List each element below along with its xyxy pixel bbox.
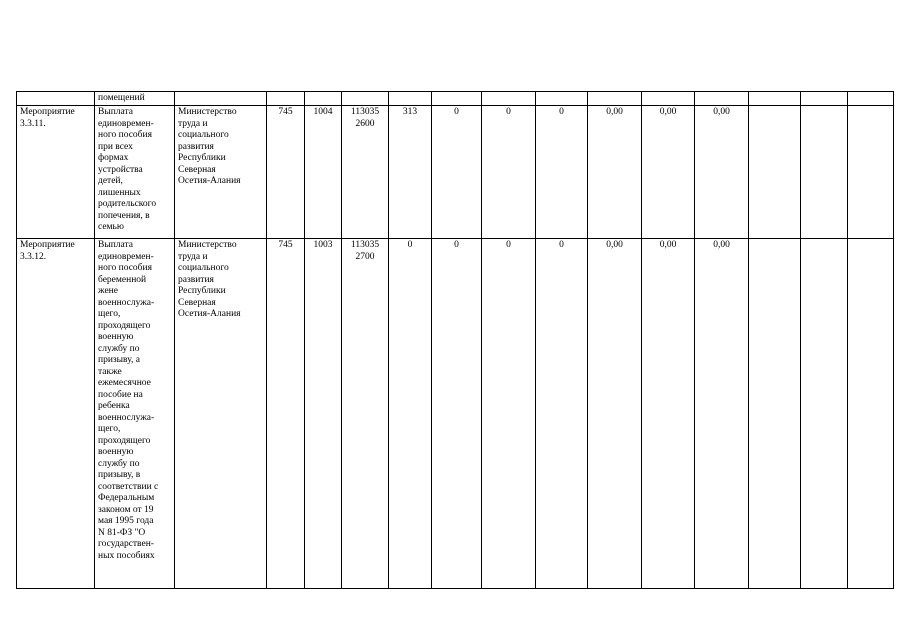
vr-cell: 313 xyxy=(389,106,432,239)
table-cell xyxy=(342,92,389,106)
csr-cell: 113035 2600 xyxy=(342,106,389,239)
table-cell xyxy=(749,92,801,106)
table-cell xyxy=(305,92,342,106)
table-cell xyxy=(267,92,305,106)
table-cell xyxy=(432,92,482,106)
rzpr-cell: 1003 xyxy=(305,239,342,589)
csr-cell: 113035 2700 xyxy=(342,239,389,589)
table-row xyxy=(17,106,894,239)
table-row xyxy=(17,239,894,589)
table-cell xyxy=(848,239,894,589)
table-cell xyxy=(642,92,695,106)
table-cell xyxy=(695,92,749,106)
value-cell: 0,00 xyxy=(695,239,749,589)
event-name-cell: Выплата единовремен- ного пособия беременной жене военнослужа- щего, проходящего военную службу по призыву, а также ежемесячное пособие на ребенка военнослужа- щего, проходящего военную службу по призыву, в соответствии с Федеральным законом от 19 мая 1995 года N 81-ФЗ "О государствен- ных пособиях xyxy=(95,239,175,589)
value-cell: 0 xyxy=(432,106,482,239)
value-cell: 0,00 xyxy=(642,239,695,589)
table-cell xyxy=(17,92,95,106)
value-cell: 0 xyxy=(536,239,588,589)
budget-table xyxy=(16,91,894,589)
table-cell xyxy=(749,239,801,589)
vr-cell: 0 xyxy=(389,239,432,589)
table-cell xyxy=(801,106,848,239)
value-cell: 0,00 xyxy=(588,106,642,239)
event-number-cell: Мероприятие 3.3.12. xyxy=(17,239,95,589)
value-cell: 0 xyxy=(432,239,482,589)
table-cell xyxy=(389,92,432,106)
event-number-cell: Мероприятие 3.3.11. xyxy=(17,106,95,239)
rzpr-cell: 1004 xyxy=(305,106,342,239)
value-cell: 0,00 xyxy=(642,106,695,239)
table-cell xyxy=(482,92,536,106)
value-cell: 0 xyxy=(482,106,536,239)
top-fragment-cell: помещений xyxy=(95,92,175,106)
table-cell xyxy=(175,92,267,106)
value-cell: 0 xyxy=(536,106,588,239)
executor-cell: Министерство труда и социального развития Республики Северная Осетия-Алания xyxy=(175,106,267,239)
grbs-cell: 745 xyxy=(267,106,305,239)
table-cell xyxy=(801,92,848,106)
event-name-cell: Выплата единовремен- ного пособия при всех формах устройства детей, лишенных родительского попечения, в семью xyxy=(95,106,175,239)
table-cell xyxy=(536,92,588,106)
table-row xyxy=(17,92,894,106)
executor-cell: Министерство труда и социального развития Республики Северная Осетия-Алания xyxy=(175,239,267,589)
value-cell: 0 xyxy=(482,239,536,589)
table-cell xyxy=(848,106,894,239)
table-cell xyxy=(749,106,801,239)
grbs-cell: 745 xyxy=(267,239,305,589)
value-cell: 0,00 xyxy=(695,106,749,239)
table-cell xyxy=(588,92,642,106)
value-cell: 0,00 xyxy=(588,239,642,589)
table-cell xyxy=(848,92,894,106)
table-cell xyxy=(801,239,848,589)
